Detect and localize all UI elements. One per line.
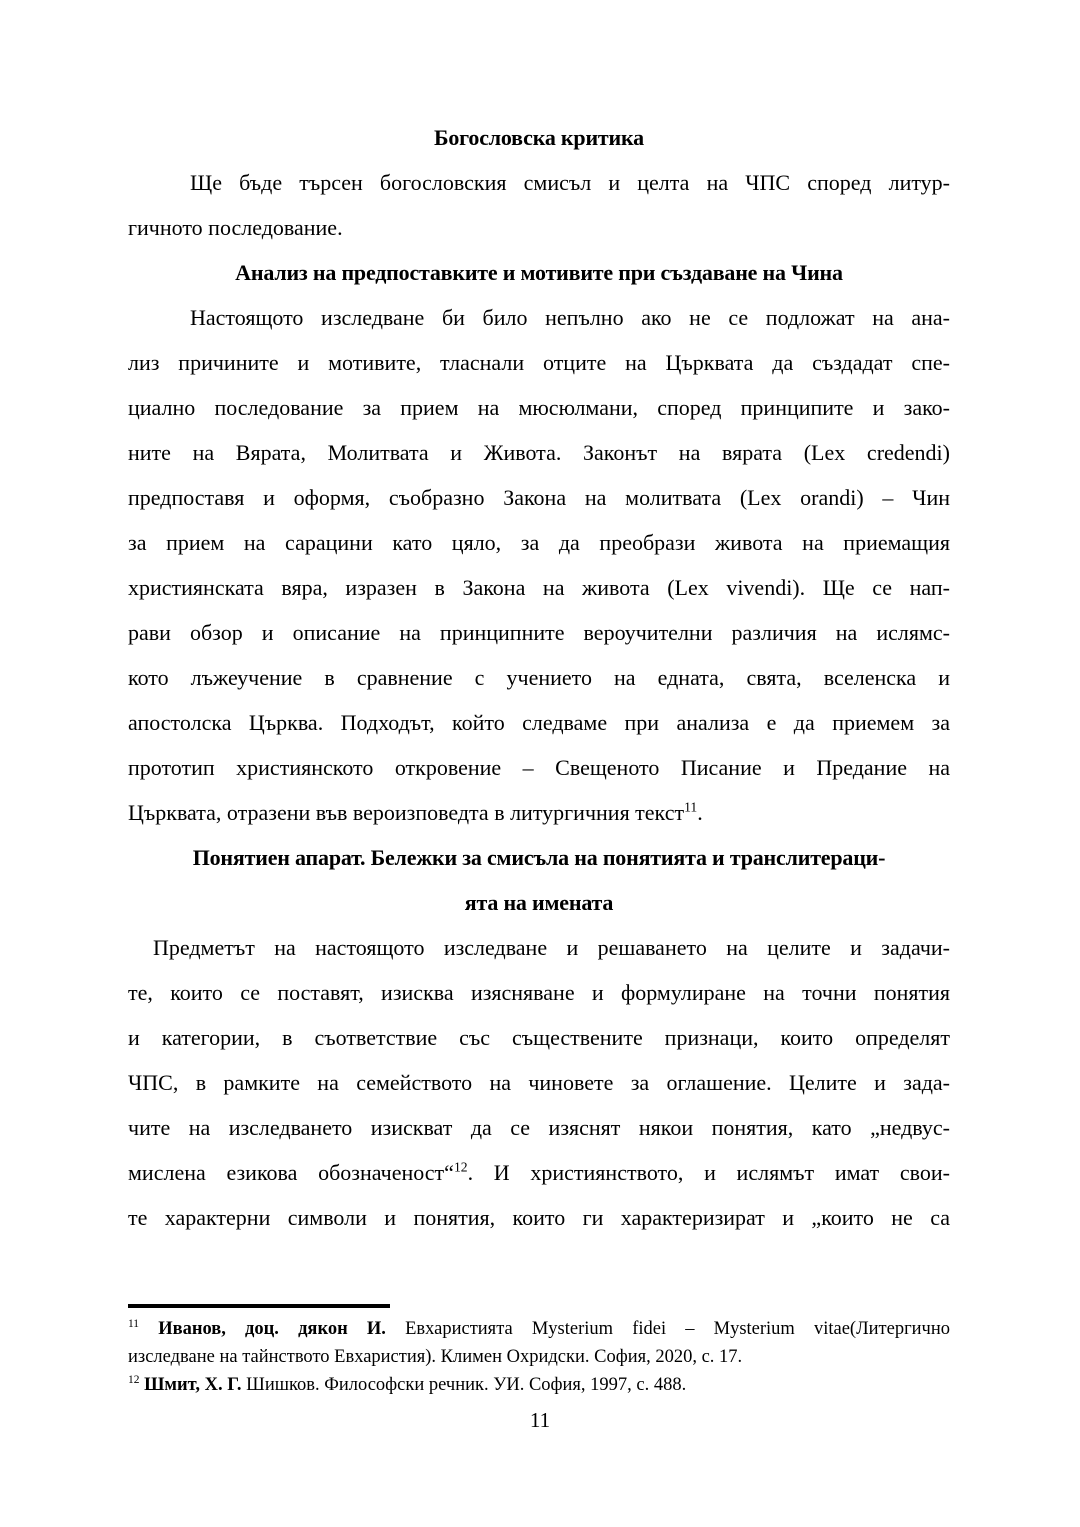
subsection-heading-concepts-line-1: Понятиен апарат. Бележки за смисъла на понятията и транслитераци- <box>192 845 886 870</box>
body-text-line <box>128 160 950 205</box>
page-number: 11 <box>529 1408 551 1432</box>
text-segment: мислена езикова обозначеност“ <box>128 1160 454 1185</box>
body-text-line <box>128 340 950 385</box>
footnote-11 <box>128 1315 950 1371</box>
text-segment: прототип християнското откровение – Свещеното Писание и Предание на <box>128 755 950 780</box>
text-segment: Настоящото изследване би било непълно ако не се подложат на ана- <box>190 305 950 330</box>
text-segment: Шишков. Философски речник. УИ. София, 1997, с. 488. <box>241 1375 687 1395</box>
text-segment: ЧПС, в рамките на семейството на чиновете за оглашение. Целите и зада- <box>128 1070 950 1095</box>
text-segment: циално последование за прием на мюсюлмани, според принципите и зако- <box>128 395 950 420</box>
body-text-line <box>128 745 950 790</box>
page-title: Богословска критика <box>434 125 644 150</box>
text-segment: чите на изследването изискват да се изяснят някои понятия, като „недвус- <box>128 1115 950 1140</box>
text-segment: и категории, в съответствие със съществените признаци, които определят <box>128 1025 950 1050</box>
text-segment: . И християнството, и ислямът имат свои- <box>467 1160 950 1185</box>
footnote-author: Иванов, доц. дякон И. <box>158 1319 386 1339</box>
footnote-text-line <box>128 1315 950 1343</box>
text-segment: Предметът на настоящото изследване и решаването на целите и задачи- <box>153 935 950 960</box>
text-segment: те характерни символи и понятия, които ги характеризират и „които не са <box>128 1205 950 1230</box>
body-text-line <box>128 970 950 1015</box>
text-segment: Църквата, отразени във вероизповедта в литургичния текст <box>128 800 685 825</box>
body-text-line <box>128 1015 950 1060</box>
body-text-line <box>128 385 950 430</box>
text-segment: гичното последование. <box>128 215 343 240</box>
text-segment: лиз причините и мотивите, тласнали отците на Църквата да създадат спе- <box>128 350 950 375</box>
body-text-line <box>128 700 950 745</box>
footnote-12 <box>128 1371 950 1399</box>
footnotes-section <box>128 1304 950 1399</box>
body-text-line <box>128 790 950 835</box>
footnote-ref: 12 <box>453 1159 468 1175</box>
body-text-line <box>128 565 950 610</box>
footnote-ref: 11 <box>128 1317 140 1330</box>
body-text-line <box>128 1060 950 1105</box>
body-text-line <box>128 1195 950 1240</box>
paragraph-concepts <box>128 925 950 1240</box>
footnote-ref: 11 <box>684 799 698 815</box>
body-text-line <box>128 520 950 565</box>
paragraph-analysis <box>128 295 950 835</box>
body-text-line <box>128 610 950 655</box>
subsection-heading-concepts-line-2: ята на имената <box>464 890 614 915</box>
body-text-line <box>128 430 950 475</box>
text-segment: Ще бъде търсен богословския смисъл и целта на ЧПС според литур- <box>190 170 950 195</box>
footnote-separator-rule <box>128 1304 390 1308</box>
footnote-text-line <box>128 1371 950 1399</box>
text-segment <box>139 1319 158 1339</box>
document-body <box>128 115 950 1240</box>
text-segment: те, които се поставят, изисква изясняване и формулиране на точни понятия <box>128 980 950 1005</box>
paragraph-intro <box>128 160 950 250</box>
body-text-line <box>128 295 950 340</box>
footnote-ref: 12 <box>128 1373 140 1386</box>
body-text-line <box>128 1105 950 1150</box>
text-segment: . <box>697 800 703 825</box>
text-segment: изследване на тайнството Евхаристия). Климен Охридски. София, 2020, с. 17. <box>128 1347 743 1367</box>
text-segment: предпоставя и оформя, съобразно Закона на молитвата (Lex orandi) – Чин <box>128 485 950 510</box>
footnote-text-line <box>128 1343 950 1371</box>
footnote-author: Шмит, Х. Г. <box>144 1375 242 1395</box>
body-text-line <box>128 925 950 970</box>
text-segment: Евхаристията Mysterium fidei – Mysterium vitae(Литергично <box>385 1319 951 1339</box>
text-segment: кото лъжеучение в сравнение с учението на едната, свята, вселенска и <box>128 665 950 690</box>
text-segment: ните на Вярата, Молитвата и Живота. Законът на вярата (Lex credendi) <box>128 440 950 465</box>
text-segment: рави обзор и описание на принципните вероучителни различия на ислямс- <box>128 620 950 645</box>
body-text-line <box>128 655 950 700</box>
body-text-line <box>128 1150 950 1195</box>
section-heading-analysis: Анализ на предпоставките и мотивите при създаване на Чина <box>235 260 843 285</box>
text-segment: апостолска Църква. Подходът, който следваме при анализа е да приемем за <box>128 710 950 735</box>
text-segment: за прием на сарацини като цяло, за да преобрази живота на приемащия <box>128 530 950 555</box>
body-text-line <box>128 475 950 520</box>
body-text-line <box>128 205 950 250</box>
text-segment: християнската вяра, изразен в Закона на живота (Lex vivendi). Ще се нап- <box>128 575 950 600</box>
